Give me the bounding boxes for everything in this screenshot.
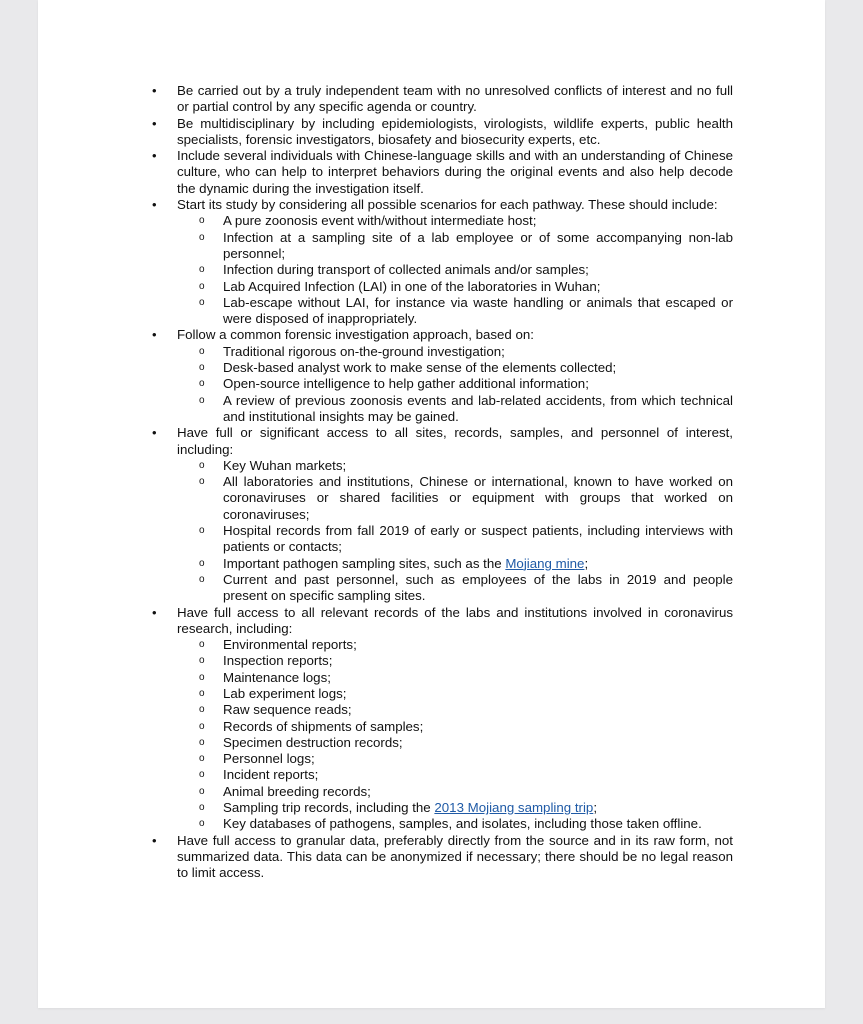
hollow-bullet-icon: o <box>199 525 205 537</box>
sub-list-item <box>199 718 733 735</box>
document-link[interactable]: 2013 Mojiang sampling trip <box>434 800 594 816</box>
sub-list-item <box>199 262 733 278</box>
list-item-text: Current and past personnel, such as employees of the labs in 2019 and people present on specific sampling sites. <box>223 571 733 604</box>
sub-list-item <box>199 555 733 572</box>
sub-list-item <box>199 734 733 751</box>
hollow-bullet-icon: o <box>199 769 205 781</box>
list-item-text: Animal breeding records; <box>223 783 371 799</box>
list-item-text: Open-source intelligence to help gather additional information; <box>223 376 589 392</box>
sub-list-item <box>199 392 733 426</box>
list-item-text-suffix: ; <box>584 555 589 571</box>
list-item-text: All laboratories and institutions, Chinese or international, known to have worked on coronaviruses or shared facilities or equipment with groups that worked on coronaviruses; <box>223 474 733 522</box>
sub-list-item <box>199 213 733 229</box>
hollow-bullet-icon: o <box>199 671 205 683</box>
hollow-bullet-icon: o <box>199 557 205 569</box>
list-item <box>152 115 733 149</box>
sub-list-item <box>199 474 733 523</box>
list-item <box>152 148 733 197</box>
list-item <box>152 197 733 327</box>
bullet-icon: • <box>152 115 157 131</box>
hollow-bullet-icon: o <box>199 573 205 585</box>
hollow-bullet-icon: o <box>199 264 205 276</box>
bullet-icon: • <box>152 197 157 213</box>
list-item-text: Records of shipments of samples; <box>223 718 424 734</box>
hollow-bullet-icon: o <box>199 362 205 374</box>
hollow-bullet-icon: o <box>199 394 205 406</box>
list-item-text: Start its study by considering all possible scenarios for each pathway. These should include: <box>177 197 718 213</box>
hollow-bullet-icon: o <box>199 655 205 667</box>
document-link[interactable]: Mojiang mine <box>505 555 585 571</box>
sub-list <box>177 637 733 833</box>
sub-list-item <box>199 343 733 360</box>
hollow-bullet-icon: o <box>199 736 205 748</box>
list-item-text: Infection at a sampling site of a lab employee or of some accompanying non-lab personnel; <box>223 229 733 261</box>
list-item <box>152 425 733 604</box>
hollow-bullet-icon: o <box>199 720 205 732</box>
sub-list-item <box>199 571 733 605</box>
sub-list-item <box>199 816 733 832</box>
document-page <box>38 0 825 1008</box>
sub-list-item <box>199 294 733 328</box>
list-item <box>152 327 733 425</box>
list-item-text: Incident reports; <box>223 767 319 783</box>
hollow-bullet-icon: o <box>199 280 205 292</box>
hollow-bullet-icon: o <box>199 704 205 716</box>
list-item-text: Lab Acquired Infection (LAI) in one of the laboratories in Wuhan; <box>223 278 601 294</box>
sub-list-item <box>199 637 733 653</box>
sub-list <box>177 458 733 605</box>
hollow-bullet-icon: o <box>199 476 205 488</box>
hollow-bullet-icon: o <box>199 818 205 830</box>
hollow-bullet-icon: o <box>199 231 205 243</box>
hollow-bullet-icon: o <box>199 687 205 699</box>
list-item-text-suffix: ; <box>593 800 598 816</box>
list-item-text: Have full access to all relevant records of the labs and institutions involved in coronavirus research, including: <box>177 604 733 636</box>
hollow-bullet-icon: o <box>199 459 205 471</box>
sub-list-item <box>199 360 733 376</box>
sub-list-item <box>199 653 733 669</box>
list-item-text: Desk-based analyst work to make sense of the elements collected; <box>223 360 617 376</box>
list-item-text: Lab experiment logs; <box>223 685 347 701</box>
list-item-text: Be carried out by a truly independent team with no unresolved conflicts of interest and no full or partial control by any specific agenda or country. <box>177 83 733 115</box>
list-item-text: Specimen destruction records; <box>223 734 403 750</box>
hollow-bullet-icon: o <box>199 345 205 357</box>
hollow-bullet-icon: o <box>199 215 205 227</box>
list-item-text: A pure zoonosis event with/without intermediate host; <box>223 213 537 229</box>
bullet-icon: • <box>152 83 157 98</box>
list-item-text: Key databases of pathogens, samples, and isolates, including those taken offline. <box>223 816 702 832</box>
document-content <box>152 83 733 882</box>
list-item-text: Inspection reports; <box>223 653 333 669</box>
bullet-icon: • <box>152 604 157 620</box>
sub-list <box>177 213 733 327</box>
list-item-text: Hospital records from fall 2019 of early or suspect patients, including interviews with patients or contacts; <box>223 523 733 555</box>
list-item-text: Have full access to granular data, preferably directly from the source and in its raw form, not summarized data. This data can be anonymized if necessary; there should be no legal reason to limit access. <box>177 832 733 881</box>
sub-list-item <box>199 800 733 816</box>
sub-list-item <box>199 457 733 474</box>
list-item-text: Follow a common forensic investigation approach, based on: <box>177 327 534 343</box>
sub-list-item <box>199 767 733 783</box>
list-item-text: Lab-escape without LAI, for instance via waste handling or animals that escaped or were disposed of inappropriately. <box>223 294 733 327</box>
list-item-text: Environmental reports; <box>223 637 357 653</box>
hollow-bullet-icon: o <box>199 785 205 797</box>
list-item-text: Personnel logs; <box>223 751 315 767</box>
list-item-text: Infection during transport of collected animals and/or samples; <box>223 262 589 278</box>
bullet-list <box>152 83 733 882</box>
sub-list-item <box>199 685 733 702</box>
sub-list <box>177 344 733 425</box>
bullet-icon: • <box>152 327 157 343</box>
list-item-text: Maintenance logs; <box>223 669 331 685</box>
hollow-bullet-icon: o <box>199 639 205 651</box>
sub-list-item <box>199 702 733 718</box>
list-item <box>152 83 733 116</box>
bullet-icon: • <box>152 148 157 164</box>
sub-list-item <box>199 523 733 556</box>
hollow-bullet-icon: o <box>199 296 205 308</box>
list-item-text: A review of previous zoonosis events and lab-related accidents, from which technical and institutional insights may be gained. <box>223 392 733 424</box>
hollow-bullet-icon: o <box>199 753 205 765</box>
list-item-text: Have full or significant access to all sites, records, samples, and personnel of interest, including: <box>177 425 733 457</box>
list-item-text: Important pathogen sampling sites, such as the <box>223 555 506 571</box>
bullet-icon: • <box>152 425 157 441</box>
list-item-text: Be multidisciplinary by including epidemiologists, virologists, wildlife experts, public health specialists, forensic investigators, biosafety and biosecurity experts, etc. <box>177 115 733 147</box>
list-item-text: Include several individuals with Chinese-language skills and with an understanding of Chinese culture, who can help to interpret behaviors during the original events and also help decode the dynamic during the investigation itself. <box>177 148 733 196</box>
sub-list-item <box>199 783 733 800</box>
list-item-text: Sampling trip records, including the <box>223 800 435 816</box>
sub-list-item <box>199 376 733 392</box>
bullet-icon: • <box>152 832 157 848</box>
list-item-text: Traditional rigorous on-the-ground investigation; <box>223 343 505 359</box>
hollow-bullet-icon: o <box>199 802 205 814</box>
hollow-bullet-icon: o <box>199 378 205 390</box>
list-item <box>152 832 733 882</box>
sub-list-item <box>199 751 733 767</box>
sub-list-item <box>199 278 733 295</box>
list-item <box>152 604 733 833</box>
sub-list-item <box>199 669 733 686</box>
list-item-text: Key Wuhan markets; <box>223 457 347 473</box>
list-item-text: Raw sequence reads; <box>223 702 352 718</box>
sub-list-item <box>199 229 733 263</box>
